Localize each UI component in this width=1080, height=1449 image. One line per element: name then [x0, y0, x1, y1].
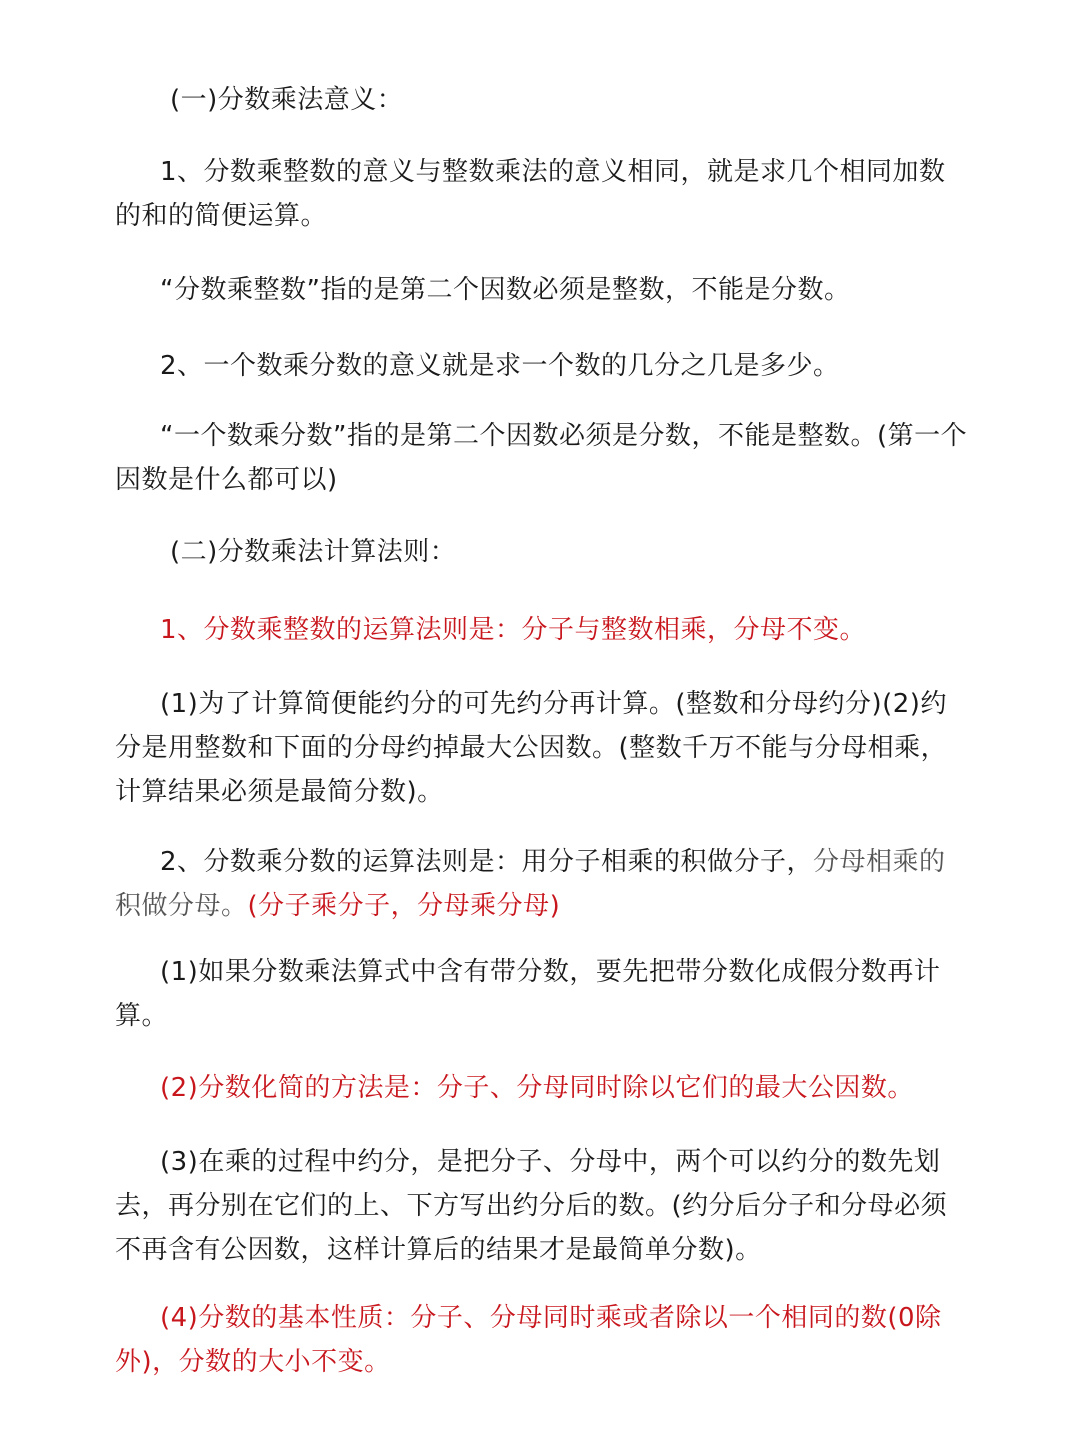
paragraph-note-2: “一个数乘分数”指的是第二个因数必须是分数，不能是整数。(第一个因数是什么都可以) — [115, 421, 968, 495]
rule-1-highlight: 1、分数乘整数的运算法则是：分子与整数相乘，分母不变。 — [160, 615, 867, 645]
paragraph-rule-1-detail: (1)为了计算简便能约分的可先约分再计算。(整数和分母约分)(2)约分是用整数和下面的分母约掉最大公因数。(整数千万不能与分母相乘，计算结果必须是最简分数)。 — [115, 689, 948, 807]
paragraph-rule-2 — [115, 840, 970, 928]
paragraph-cancel-process: (3)在乘的过程中约分，是把分子、分母中，两个可以约分的数先划去，再分别在它们的上、下方写出约分后的数。(约分后分子和分母必须不再含有公因数，这样计算后的结果才是最简单分数)。 — [115, 1147, 948, 1265]
section-heading-2: (二)分数乘法计算法则： — [170, 537, 457, 567]
fraction-property-highlight: (4)分数的基本性质：分子、分母同时乘或者除以一个相同的数(0除外)，分数的大小不变。 — [115, 1303, 942, 1377]
simplify-method-highlight: (2)分数化简的方法是：分子、分母同时除以它们的最大公因数。 — [160, 1073, 914, 1103]
rule-2-highlight: (分子乘分子，分母乘分母) — [247, 891, 561, 921]
paragraph-note-1: “分数乘整数”指的是第二个因数必须是整数，不能是分数。 — [160, 275, 851, 305]
paragraph-mixed-number: (1)如果分数乘法算式中含有带分数，要先把带分数化成假分数再计算。 — [115, 957, 941, 1031]
paragraph-meaning-2: 2、一个数乘分数的意义就是求一个数的几分之几是多少。 — [160, 351, 840, 381]
section-heading-1: (一)分数乘法意义： — [170, 85, 404, 115]
paragraph-meaning-1: 1、分数乘整数的意义与整数乘法的意义相同，就是求几个相同加数的和的简便运算。 — [115, 157, 946, 231]
rule-2-muted-text: 分母相乘的积做分母。 — [115, 847, 946, 921]
rule-2-main-text: 2、分数乘分数的运算法则是：用分子相乘的积做分子， — [160, 847, 814, 877]
